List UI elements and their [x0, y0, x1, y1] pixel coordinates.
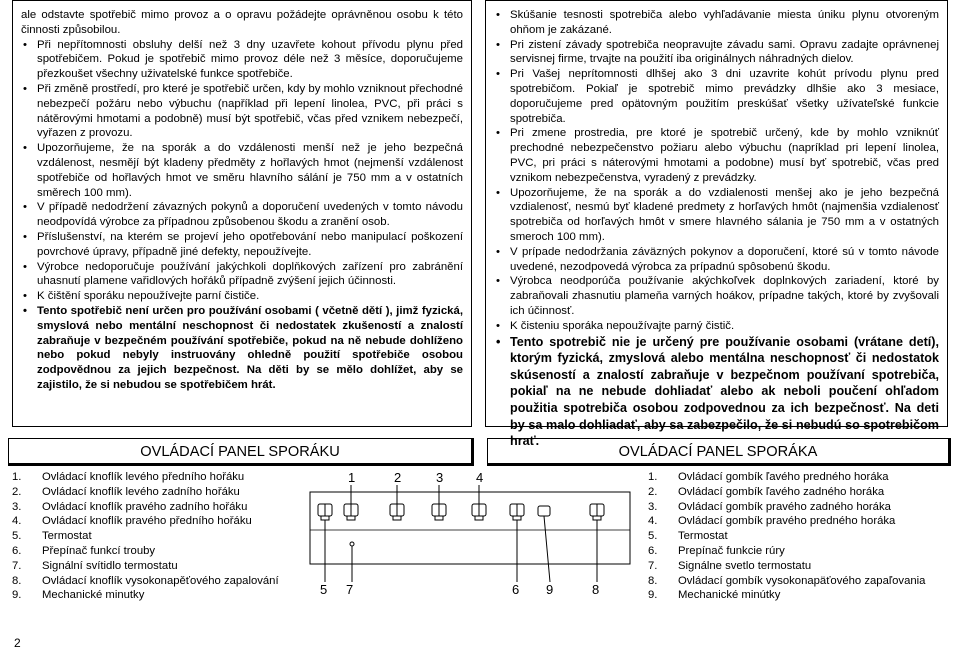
leader-lines-bottom — [325, 516, 597, 582]
callout-6: 6 — [512, 582, 520, 597]
list-item: • Upozorňujeme, že na sporák a do vzdialenosti menšej ako je jeho bezpečná vzdialenosť, nesmú byť kladené predmety z horľavých hmôt (najmenšia vzdialenosť spotrebiča od horľavých hmôt v smere hlavného sálania je 750 mm a v ostatných smeroch 100 mm). — [510, 186, 939, 245]
right-text-column — [485, 0, 948, 449]
legend-num: 6. — [648, 544, 658, 557]
legend-label: Mechanické minutky — [42, 589, 145, 602]
list-item: • Při nepřítomnosti obsluhy delší než 3 dny uzavřete kohout přívodu plynu před spotřebičem. Pokud je spotřebič mimo provoz déle než 3 měsíce, doporučujeme přezkoušet všechny uživatelské funkce spotřebiče. — [37, 38, 463, 82]
legend-item — [12, 500, 279, 515]
callout-7: 7 — [346, 582, 354, 597]
knob-2-icon — [390, 504, 404, 520]
legend-item — [12, 470, 279, 485]
list-item-bold: • Tento spotřebič není určen pro používání osobami ( včetně dětí ), jimž fyzická, smyslová nebo mentální neschopnost či nedostatek zkušeností a znalostí zabraňuje v bezpečném používání spotřebiče, pokud na ně nebude dohlíženo nebo pokud nebyly instruovány ohledně použití spotřebiče osobou zodpovědnou za jejich bezpečnost. Na děti by se mělo dohlížet, aby se zajistilo, že si nebudou se spotřebičem hrát. — [37, 304, 463, 393]
legend-label: Ovládací knoflík pravého předního hořáku — [42, 515, 252, 528]
legend-num: 4. — [648, 515, 658, 528]
legend-label: Prepínač funkcie rúry — [678, 544, 785, 557]
callout-9: 9 — [546, 582, 554, 597]
legend-num: 9. — [12, 589, 22, 602]
legend-item — [648, 544, 925, 559]
minute-timer-icon — [590, 504, 604, 520]
legend-label: Přepínač funkcí trouby — [42, 544, 156, 557]
thermostat-lamp-icon — [350, 542, 354, 546]
legend-item — [648, 559, 925, 574]
legend-label: Termostat — [42, 530, 92, 543]
page-number: 2 — [14, 636, 21, 650]
panel-title-sk: OVLÁDACÍ PANEL SPORÁKA — [487, 438, 951, 466]
callout-3: 3 — [436, 470, 444, 485]
legend-num: 5. — [12, 530, 22, 543]
right-safety-box — [485, 0, 948, 449]
callout-1: 1 — [348, 470, 356, 485]
list-item: • Pri zistení závady spotrebiča neopravujte závadu sami. Opravu zadajte oprávnenej servisnej firme, trvajte na použití iba originálnych náhradných dielov. — [510, 38, 939, 68]
callout-4: 4 — [476, 470, 484, 485]
legend-item — [12, 514, 279, 529]
list-item-bold: • Tento spotrebič nie je určený pre používanie osobami (vrátane detí), ktorým fyzická, zmyslová alebo mentálna neschopnosť či nedostatok skúseností a znalostí zabraňuje v bezpečnom používaní spotrebiča, pokiaľ na ne nebude dohliadať alebo ak neboli poučení ohľadom použitia spotrebiča osobou zodpovednou za ich bezpečnosť. Na deti by sa malo dohliadať, aby sa zabezpečilo, že si nebudú so spotrebičom hrať. — [510, 334, 939, 450]
legend-item — [12, 559, 279, 574]
panel-frame — [310, 492, 630, 564]
legend-num: 2. — [12, 485, 22, 498]
legend-item — [12, 529, 279, 544]
list-item: • K čisteniu sporáka nepoužívajte parný čistič. — [510, 319, 939, 334]
legend-label: Ovládací knoflík levého zadního hořáku — [42, 485, 240, 498]
legend-label: Ovládací gombík ľavého zadného horáka — [678, 485, 885, 498]
legend-item — [648, 574, 925, 589]
legend-label: Ovládací gombík ľavého predného horáka — [678, 471, 889, 483]
legend-num: 9. — [648, 589, 658, 602]
legend-item — [648, 500, 925, 515]
control-legend-cz — [12, 470, 279, 603]
legend-item — [648, 588, 925, 603]
control-legend-sk — [648, 470, 925, 603]
left-lead-text: ale odstavte spotřebič mimo provoz a o opravu požádejte oprávněnou osobu k této činnosti způsobilou. — [21, 9, 463, 36]
list-item: • Pri zmene prostredia, pre ktoré je spotrebič určený, kde by mohlo vzniknúť prechodné nebezpečenstvo požiaru alebo výbuchu (napríklad pri lepení linolea, PVC, pri práci s náterovými hmotami a podobne) musí byť spotrebič, včas pred vznikom nebezpečenstva, vyradený z prevádzky. — [510, 126, 939, 185]
legend-label: Ovládací knoflík levého předního hořáku — [42, 471, 245, 483]
legend-num: 8. — [12, 574, 22, 587]
legend-item — [12, 588, 279, 603]
legend-label: Ovládací gombík pravého predného horáka — [678, 515, 896, 528]
legend-item — [648, 470, 925, 485]
legend-label: Mechanické minútky — [678, 589, 781, 602]
list-item: • Upozorňujeme, že na sporák a do vzdálenosti menší než je jeho bezpečná vzdálenost, nesmějí být kladeny předměty z hořlavých hmot (nejmenší vzdálenost spotřebiče od hořlavých hmot ve směru hlavního sálání je 750 mm a v ostatních směrech 100 mm). — [37, 141, 463, 200]
knob-function-icon — [510, 504, 524, 520]
list-item: • V prípade nedodržania záväzných pokynov a doporučení, ktoré sú v tomto návode uvedené, nezodpovedá výrobca za prípadnú spôsobenú škodu. — [510, 245, 939, 275]
callout-2: 2 — [394, 470, 402, 485]
legend-label: Signálne svetlo termostatu — [678, 559, 812, 572]
legend-num: 1. — [648, 471, 658, 483]
legend-label: Signální svítidlo termostatu — [42, 559, 178, 572]
legend-num: 3. — [12, 500, 22, 513]
knob-1-icon — [344, 504, 358, 520]
legend-num: 6. — [12, 544, 22, 557]
legend-num: 2. — [648, 485, 658, 498]
list-item: • Výrobca neodporúča používanie akýchkoľvek doplnkových zariadení, ktoré by zabraňovali zhasnutiu plameňa varných hoákov, prípadne takých, ktoré by zvyšovali ich účinnosť. — [510, 274, 939, 318]
legend-item — [12, 574, 279, 589]
knob-3-icon — [432, 504, 446, 520]
legend-label: Ovládací gombík pravého zadného horáka — [678, 500, 891, 513]
legend-num: 3. — [648, 500, 658, 513]
list-item: • Pri Vašej neprítomnosti dlhšej ako 3 dni uzavrite kohút prívodu plynu pred spotrebičom. Pokiaľ je spotrebič mimo prevádzky dlhšie ako 3 mesiace, doporučujeme pred opätovným použitím preskúšať všetky užívateľské funkcie spotrebiča. — [510, 67, 939, 126]
legend-num: 5. — [648, 530, 658, 543]
leader-lines-top — [351, 485, 479, 504]
legend-item — [648, 514, 925, 529]
legend-item — [648, 529, 925, 544]
list-item: • Skúšanie tesnosti spotrebiča alebo vyhľadávanie miesta úniku plynu otvoreným ohňom je zakázané. — [510, 8, 939, 38]
legend-item — [12, 485, 279, 500]
legend-label: Ovládací knoflík pravého zadního hořáku — [42, 500, 248, 513]
callout-5: 5 — [320, 582, 328, 597]
legend-num: 7. — [648, 559, 658, 572]
knob-4-icon — [472, 504, 486, 520]
left-text-column — [12, 0, 472, 427]
ignition-button-icon — [538, 506, 550, 516]
legend-label: Termostat — [678, 530, 728, 543]
legend-label: Ovládací knoflík vysokonapěťového zapalování — [42, 574, 279, 587]
left-bullet-list — [21, 38, 463, 393]
legend-num: 1. — [12, 471, 22, 483]
list-item: • Při změně prostředí, pro které je spotřebič určen, kdy by mohlo vzniknout přechodné nebezpečí požáru nebo výbuchu (například při lepení linolea, PVC, při práci s nátěrovými hmotami a podobně) musí být spotřebič, včas před vznikem nebezpečí, vyřazen z provozu. — [37, 82, 463, 141]
right-bullet-list — [494, 8, 939, 450]
legend-num: 8. — [648, 574, 658, 587]
legend-label: Ovládací gombík vysokonapäťového zapaľovania — [678, 574, 926, 587]
knob-thermostat-icon — [318, 504, 332, 520]
list-item: • V případě nedodržení závazných pokynů a doporučení uvedených v tomto návodu neodpovídá výrobce za případnou způsobenou škodu a zranění osob. — [37, 200, 463, 230]
legend-item — [648, 485, 925, 500]
left-safety-box — [12, 0, 472, 427]
control-panel-diagram — [300, 470, 640, 598]
panel-title-cz: OVLÁDACÍ PANEL SPORÁKU — [8, 438, 474, 466]
legend-num: 4. — [12, 515, 22, 528]
list-item: • Výrobce nedoporučuje používání jakýchkoli doplňkových zařízení pro zabránění uhasnutí plamene vařidlových hořáků případně zvýšení jejich účinnosti. — [37, 260, 463, 290]
legend-num: 7. — [12, 559, 22, 572]
legend-item — [12, 544, 279, 559]
callout-8: 8 — [592, 582, 600, 597]
list-item: • K čištění sporáku nepoužívejte parní čističe. — [37, 289, 463, 304]
list-item: • Příslušenství, na kterém se projeví jeho opotřebování nebo manipulací poškození povrchové úpravy, případně jiné defekty, nepoužívejte. — [37, 230, 463, 260]
